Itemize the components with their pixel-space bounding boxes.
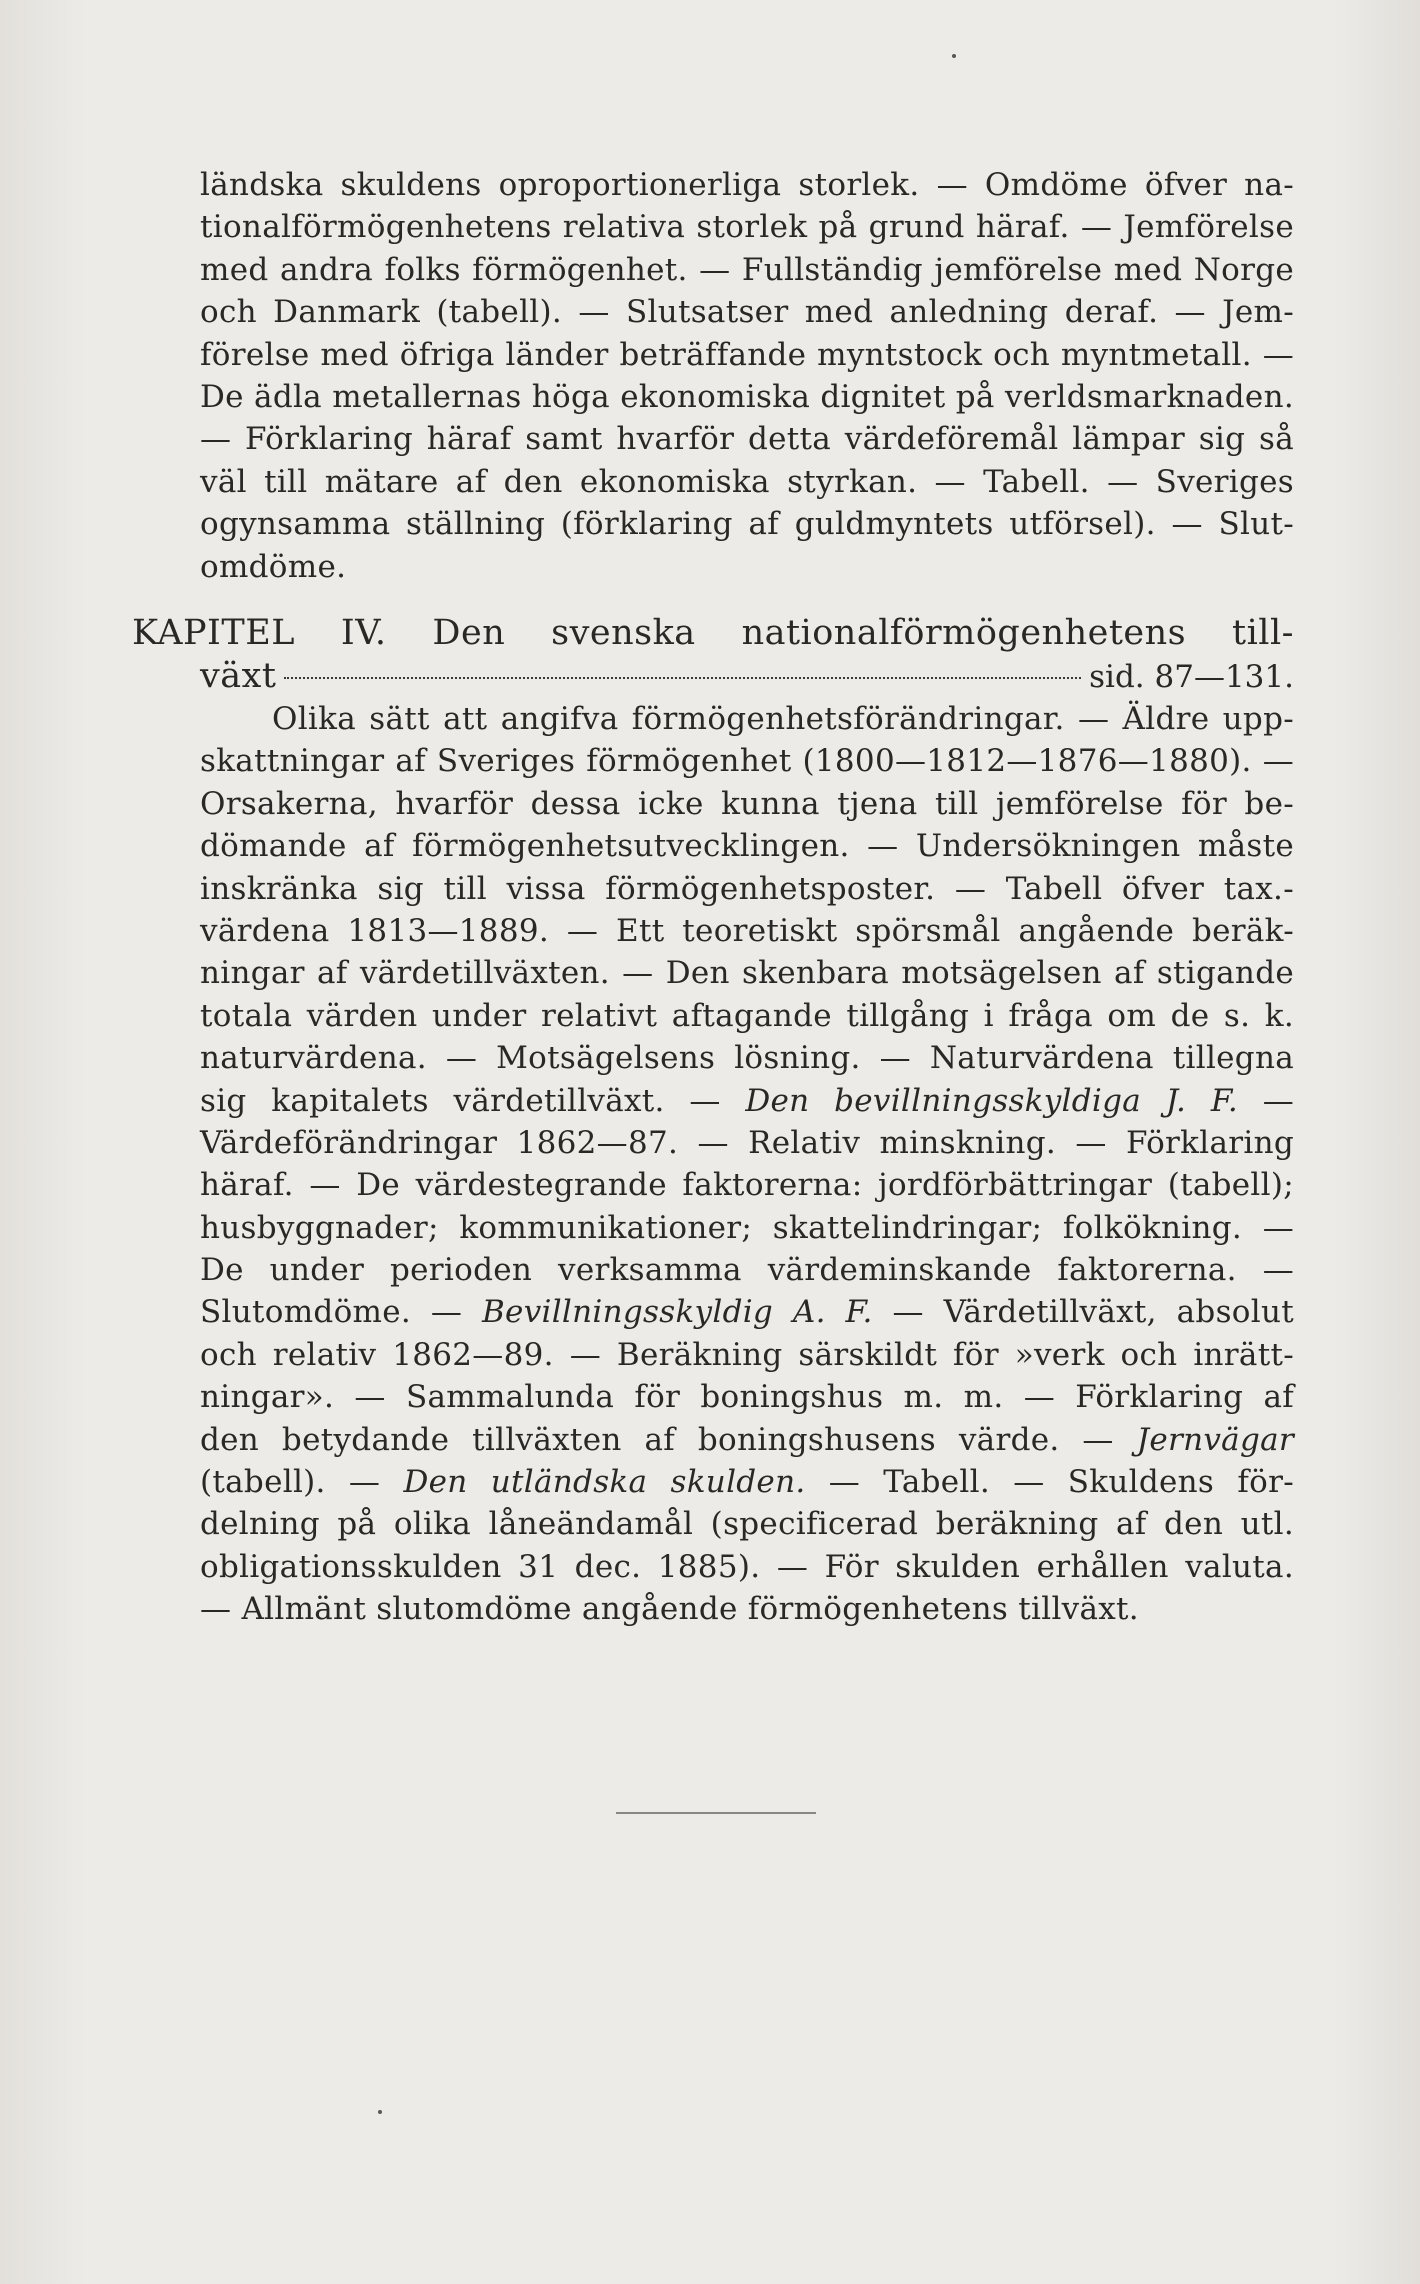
- text-line: — Förklaring häraf samt hvarför detta värdeföremål lämpar sig så: [200, 421, 1294, 458]
- chapter-iii-summary: [200, 164, 1294, 588]
- text-segment: — Tabell. — Skuldens för-: [805, 1464, 1294, 1501]
- text-line: häraf. — De värdestegrande faktorerna: jordförbättringar (tabell);: [200, 1167, 1294, 1204]
- text-line: ningar af värdetillväxten. — Den skenbara motsägelsen af stigande: [200, 955, 1294, 992]
- text-line: väl till mätare af den ekonomiska styrkan. — Tabell. — Sveriges: [200, 463, 1294, 500]
- text-line: totala värden under relativt aftagande tillgång i fråga om de s. k.: [200, 997, 1294, 1034]
- text-line: naturvärdena. — Motsägelsens lösning. — Naturvärdena tillegna: [200, 1040, 1294, 1077]
- text-line: värdena 1813—1889. — Ett teoretiskt spörsmål angående beräk-: [200, 912, 1294, 949]
- text-line: husbyggnader; kommunikationer; skattelindringar; folkökning. —: [200, 1209, 1294, 1246]
- text-line: [200, 1461, 1294, 1503]
- text-line: förelse med öfriga länder beträffande myntstock och myntmetall. —: [200, 336, 1294, 373]
- text-line: delning på olika låneändamål (specificerad beräkning af den utl.: [200, 1506, 1294, 1543]
- chapter-iv-summary: [200, 698, 1294, 1631]
- text-segment: —: [1238, 1082, 1294, 1119]
- paper-speck: [952, 54, 956, 58]
- dot-leader: [284, 677, 1081, 679]
- text-line: [200, 1080, 1294, 1122]
- chapter-heading-continuation: [200, 655, 1294, 697]
- text-line: De under perioden verksamma värdeminskande faktorerna. —: [200, 1252, 1294, 1289]
- text-line: omdöme.: [200, 548, 347, 585]
- text-line: De ädla metallernas höga ekonomiska dignitet på verldsmarknaden.: [200, 378, 1294, 415]
- text-line: [200, 1291, 1294, 1333]
- text-line: och relativ 1862—89. — Beräkning särskildt för »verk och inrätt-: [200, 1336, 1294, 1373]
- text-line: och Danmark (tabell). — Slutsatser med anledning deraf. — Jem-: [200, 294, 1294, 331]
- text-line: med andra folks förmögenhet. — Fullständig jemförelse med Norge: [200, 251, 1294, 288]
- paper-speck: [378, 2110, 382, 2114]
- page-range: sid. 87—131.: [1089, 659, 1294, 695]
- text-line: dömande af förmögenhetsutvecklingen. — Undersökningen måste: [200, 828, 1294, 865]
- text-line: Orsakerna, hvarför dessa icke kunna tjena till jemförelse för be-: [200, 785, 1294, 822]
- text-segment: — Värdetillväxt, absolut: [872, 1294, 1294, 1331]
- text-segment: (tabell). —: [200, 1464, 404, 1501]
- chapter-heading-word: växt: [200, 656, 277, 696]
- text-line: — Allmänt slutomdöme angående förmögenhetens tillväxt.: [200, 1591, 1139, 1628]
- text-line: Värdeförändringar 1862—87. — Relativ minskning. — Förklaring: [200, 1124, 1294, 1161]
- italic-segment: Den bevillningsskyldiga J. F.: [745, 1082, 1239, 1119]
- closing-rule: [616, 1812, 816, 1814]
- text-segment: den betydande tillväxten af boningshusens värde. —: [200, 1421, 1137, 1458]
- italic-segment: Jernvägar: [1136, 1421, 1294, 1458]
- text-line: ningar». — Sammalunda för boningshus m. m. — Förklaring af: [200, 1379, 1294, 1416]
- text-line: ogynsamma ställning (förklaring af guldmyntets utförsel). — Slut-: [200, 506, 1294, 543]
- text-line: obligationsskulden 31 dec. 1885). — För skulden erhållen valuta.: [200, 1548, 1294, 1585]
- italic-segment: Bevillningsskyldig A. F.: [481, 1294, 873, 1331]
- text-line: ländska skuldens oproportionerliga storlek. — Omdöme öfver na-: [200, 167, 1294, 203]
- chapter-heading: KAPITEL IV. Den svenska nationalförmögenhetens till-: [132, 613, 1294, 653]
- text-line: inskränka sig till vissa förmögenhetsposter. — Tabell öfver tax.-: [200, 870, 1294, 907]
- text-line: tionalförmögenhetens relativa storlek på grund häraf. — Jemförelse: [200, 209, 1294, 246]
- text-segment: Slutomdöme. —: [200, 1294, 482, 1331]
- text-line: [200, 1419, 1294, 1461]
- text-line: Olika sätt att angifva förmögenhetsförändringar. — Äldre upp-: [272, 701, 1294, 737]
- text-segment: sig kapitalets värdetillväxt. —: [200, 1082, 746, 1119]
- italic-segment: Den utländska skulden.: [403, 1464, 806, 1501]
- text-line: skattningar af Sveriges förmögenhet (1800—1812—1876—1880). —: [200, 743, 1294, 780]
